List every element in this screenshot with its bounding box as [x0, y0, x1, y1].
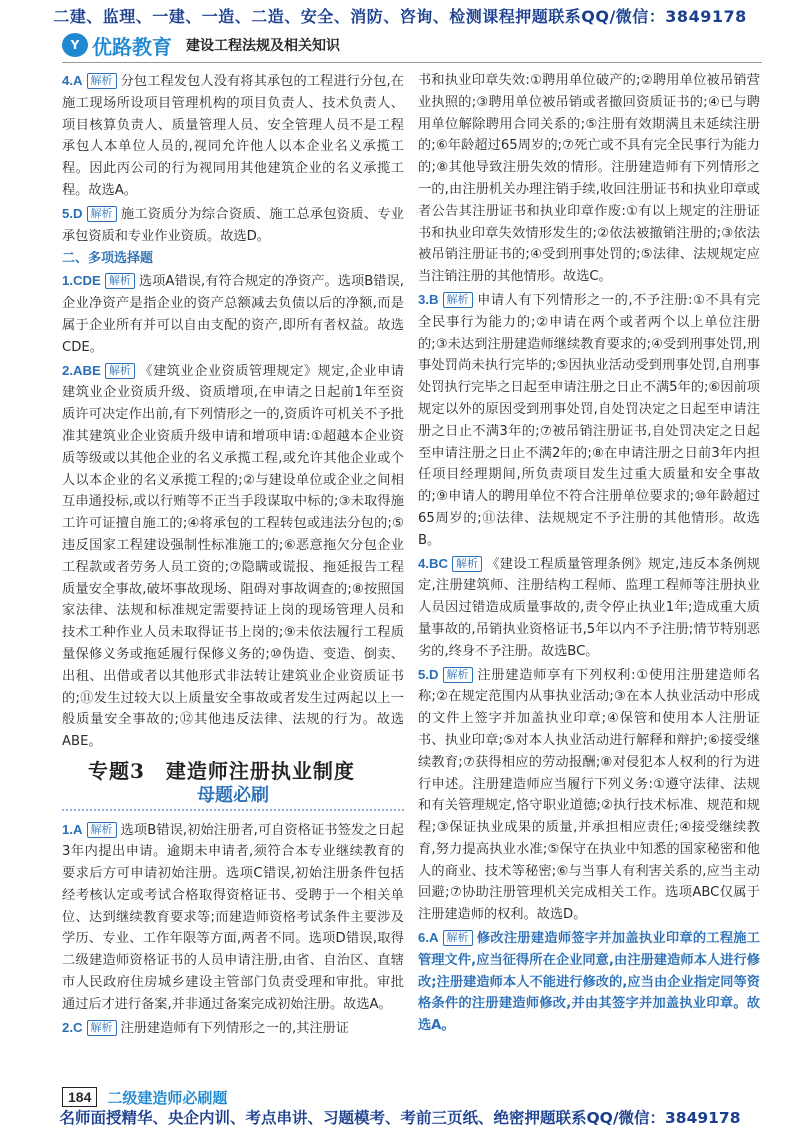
answer-item: [62, 1017, 404, 1040]
answer-item: [418, 553, 760, 663]
answer-number: 1.A: [62, 821, 83, 837]
answer-text: 选项A错误,有符合规定的净资产。选项B错误,企业净资产是指企业的资产总额减去负债以后的净额,而是属于企业所有并可以自由支配的资产,即所有者权益。故选CDE。: [62, 274, 404, 355]
logo-icon: Y: [62, 33, 88, 57]
answer-item: [62, 203, 404, 248]
logo-text: 优路教育: [92, 34, 172, 59]
analysis-tag: 解析: [443, 930, 473, 946]
answer-text: 申请人有下列情形之一的,不予注册:①不具有完全民事行为能力的;②申请在两个或者两个以上单位注册的;③未达到注册建造师继续教育要求的;④受到刑事处罚,刑事处罚尚未执行完毕的;⑤因执业活动受到刑事处罚,自刑事处罚执行完毕之日起至申请注册之日止不满5年的;⑥因前项规定以外的原因受到刑事处罚,自处罚决定之日起至申请注册之日止不满3年的;⑦被吊销注册证书,自处罚决定之日起至申请注册之日止不满2年的;⑧在申请注册之日前3年内担任项目经理期间,所负责项目发生过重大质量和安全事故的;⑨申请人的聘用单位不符合注册单位要求的;⑩年龄超过65周岁的;⑪法律、法规规定不予注册的其他情形。故选B。: [418, 292, 760, 548]
analysis-tag: 解析: [452, 556, 482, 572]
answer-number: 6.A: [418, 930, 439, 946]
header-divider: [62, 62, 762, 63]
answer-number: 3.B: [418, 291, 439, 307]
analysis-tag: 解析: [105, 363, 135, 379]
answer-number: 2.C: [62, 1019, 83, 1035]
right-column: [418, 70, 760, 1038]
answer-text: 选项B错误,初始注册者,可自资格证书签发之日起3年内提出申请。逾期未申请者,须符合本专业继续教育的要求后方可申请初始注册。选项C错误,初始注册条件包括经考核认定或考试合格取得资格证书、受聘于一个相关单位、达到继续教育要求等;而建造师资格考试条件主要涉及学历、专业、工作年限等方面,两者不同。选项D错误,取得二级建造师资格证书的人员申请注册,由省、自治区、直辖市人民政府住房城乡建设主管部门负责受理和审批。审批通过后才进行备案,并非通过备案完成初始注册。故选A。: [62, 822, 404, 1012]
page-footer: [62, 1086, 762, 1108]
analysis-tag: 解析: [443, 292, 473, 308]
topic-title: 专题3 建造师注册执业制度: [88, 758, 355, 783]
answer-continuation: [418, 70, 760, 288]
book-title: 建设工程法规及相关知识: [186, 38, 340, 54]
answer-text: 注册建造师享有下列权利:①使用注册建造师名称;②在规定范围内从事执业活动;③在本人执业活动中形成的文件上签字并加盖执业印章;④保管和使用本人注册证书、执业印章;⑤对本人执业活动进行解释和辩护;⑥接受继续教育;⑦获得相应的劳动报酬;⑧对侵犯本人权利的行为进行申述。注册建造师应当履行下列义务:①遵守法律、法规和有关管理规定,恪守职业道德;②执行技术标准、规范和规程;③保证执业成果的质量,并承担相应责任;④接受继续教育,努力提高执业水准;⑤保守在执业中知悉的国家秘密和他人的商业、技术等秘密;⑥与当事人有利害关系的,应当主动回避;⑦协助注册管理机关完成相关工作。选项ABC仅属于注册建造师的权利。故选D。: [418, 667, 760, 923]
bottom-promo-banner: 名师面授精华、央企内训、考点串讲、习题模考、考前三页纸、绝密押题联系QQ/微信：3849178: [59, 1109, 741, 1127]
answer-item: [62, 70, 404, 202]
page-header: [62, 30, 422, 60]
answer-number: 1.CDE: [62, 273, 101, 289]
answer-item: [62, 360, 404, 753]
answer-number: 5.D: [62, 205, 83, 221]
answer-number: 2.ABE: [62, 362, 101, 378]
series-title: 二级建造师必刷题: [107, 1088, 228, 1107]
analysis-tag: 解析: [87, 822, 117, 838]
answer-item: [418, 289, 760, 552]
top-promo-banner: 二建、监理、一建、一造、二造、安全、消防、咨询、检测课程押题联系QQ/微信：3849178: [53, 7, 747, 26]
page-number: 184: [62, 1087, 97, 1107]
section-subtitle: 母题必刷: [62, 785, 404, 811]
analysis-tag: 解析: [87, 1020, 117, 1036]
answer-item-highlighted: [418, 927, 760, 1037]
answer-text: 分包工程发包人没有将其承包的工程进行分包,在施工现场所设项目管理机构的项目负责人、技术负责人、项目核算负责人、质量管理人员、安全管理人员不是工程承包人本单位人员的,视同允许他人以本企业名义承揽工程。因此丙公司的行为视同用其他建筑企业的名义承揽工程。故选A。: [62, 74, 404, 198]
answer-text: 书和执业印章失效:①聘用单位破产的;②聘用单位被吊销营业执照的;③聘用单位被吊销或者撤回资质证书的;④已与聘用单位解除聘用合同关系的;⑤注册有效期满且未延续注册的;⑥年龄超过65周岁的;⑦死亡或不具有完全民事行为能力的;⑧其他导致注册失效的情形。注册建造师有下列情形之一的,由注册机关办理注销手续,收回注册证书和执业印章或者公告其注册证书和执业印章作废:①有以上规定的注册证书和执业印章失效情形发生的;②依法被撤销注册的;③依法被吊销注册证书的;④受到刑事处罚的;⑤法律、法规规定应当注销注册的其他情形。故选C。: [418, 73, 760, 285]
analysis-tag: 解析: [87, 206, 117, 222]
analysis-tag: 解析: [105, 273, 135, 289]
answer-text: 《建筑业企业资质管理规定》规定,企业申请建筑业企业资质升级、资质增项,在申请之日起前1年至资质许可决定作出前,有下列情形之一的,资质许可机关不予批准其建筑业企业资质升级申请和增项申请:①超越本企业资质等级或以其他企业的名义承揽工程,或允许其他企业或个人以本企业的名义承揽工程的;②与建设单位或企业之间相互串通投标,或以行贿等不正当手段谋取中标的;③未取得施工许可证擅自施工的;④将承包的工程转包或违法分包的;⑤违反国家工程建设强制性标准施工的;⑥恶意拖欠分包企业工程款或者劳务人员工资的;⑦隐瞒或谎报、拖延报告工程质量安全事故,破坏事故现场、阻碍对事故调查的;⑧按照国家法律、法规和标准规定需要持证上岗的现场管理人员和技术工种作业人员未取得证书上岗的;⑨未依法履行工程质量保修义务或拖延履行保修义务的;⑩伪造、变造、倒卖、出租、出借或者以其他形式非法转让建筑业企业资质证书的;⑪发生过较大以上质量安全事故或者发生过两起以上一般质量安全事故的;⑫其他违反法律、法规的行为。故选ABE。: [62, 363, 404, 750]
answer-text: 《建设工程质量管理条例》规定,违反本条例规定,注册建筑师、注册结构工程师、监理工程师等注册执业人员因过错造成质量事故的,责令停止执业1年;造成重大质量事故的,吊销执业资格证书,5年以内不予注册;情节特别恶劣的,终身不予注册。故选BC。: [418, 556, 760, 659]
answer-text: 修改注册建造师签字并加盖执业印章的工程施工管理文件,应当征得所在企业同意,由注册建造师本人进行修改;注册建造师本人不能进行修改的,应当由企业指定同等资格条件的注册建造师修改,并由其签字并加盖执业印章。故选A。: [418, 931, 760, 1034]
analysis-tag: 解析: [87, 73, 117, 89]
answer-number: 5.D: [418, 666, 439, 682]
answer-text: 施工资质分为综合资质、施工总承包资质、专业承包资质和专业作业资质。故选D。: [62, 206, 404, 244]
answer-number: 4.BC: [418, 555, 449, 571]
answer-item: [62, 819, 404, 1016]
answer-number: 4.A: [62, 73, 83, 88]
answer-item: [62, 270, 404, 358]
analysis-tag: 解析: [443, 667, 473, 683]
section-heading: 二、多项选择题: [62, 251, 154, 267]
answer-text: 注册建造师有下列情形之一的,其注册证: [120, 1020, 349, 1036]
answer-item: [418, 664, 760, 927]
left-column: [62, 70, 404, 1040]
